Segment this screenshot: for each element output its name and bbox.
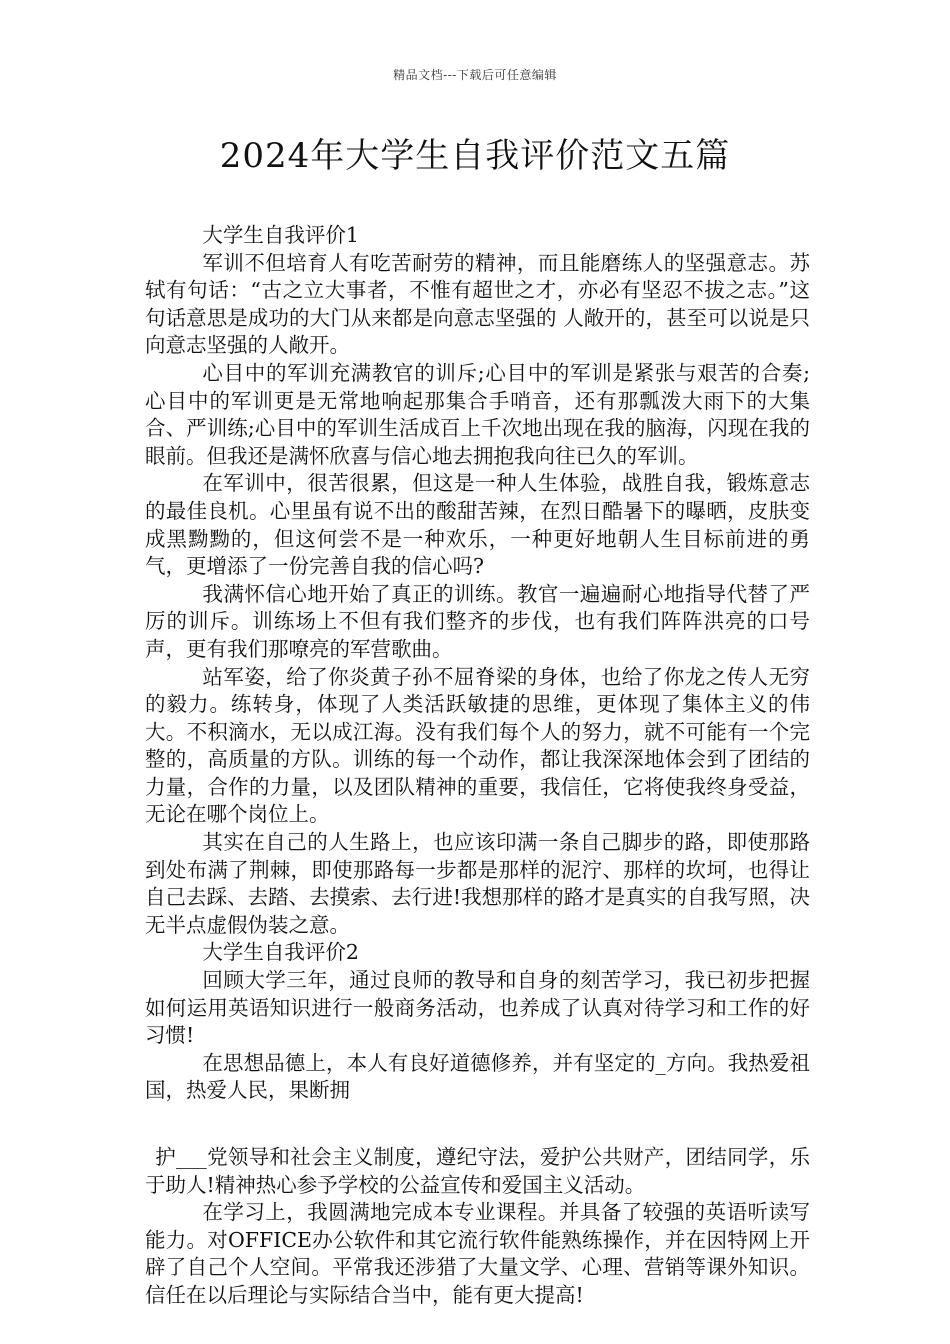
paragraph: 在军训中，很苦很累，但这是一种人生体验，战胜自我，锻炼意志的最佳良机。心里虽有说不出的酸甜苦辣，在烈日酷暑下的曝晒，皮肤变成黑黝黝的，但这何尝不是一种欢乐，一种更好地朝人生目标前进的勇气，更增添了一份完善自我的信心吗? bbox=[145, 471, 810, 579]
paragraph-continuation: 护___党领导和社会主义制度，遵纪守法，爱护公共财产，团结同学，乐于助人!精神热心参予学校的公益宣传和爱国主义活动。 bbox=[145, 1145, 810, 1197]
page-header-note: 精品文档---下载后可任意编辑 bbox=[393, 68, 557, 82]
paragraph: 心目中的军训充满教官的训斥;心目中的军训是紧张与艰苦的合奏;心目中的军训更是无常地响起那集合手哨音，还有那瓢泼大雨下的大集合、严训练;心目中的军训生活成百上千次地出现在我的脑海，闪现在我的眼前。但我还是满怀欣喜与信心地去拥抱我向往已久的军训。 bbox=[145, 360, 810, 468]
page-break-gap bbox=[145, 1105, 810, 1144]
document-body bbox=[145, 222, 810, 1310]
paragraph: 在学习上，我圆满地完成本专业课程。并具备了较强的英语听读写能力。对OFFICE办公软件和其它流行软件能熟练操作，并在因特网上开辟了自己个人空间。平常我还涉猎了大量文学、心理、营销等课外知识。信任在以后理论与实际结合当中，能有更大提高! bbox=[145, 1200, 810, 1307]
paragraph: 其实在自己的人生路上，也应该印满一条自己脚步的路，即使那路到处布满了荆棘，即使那路每一步都是那样的泥泞、那样的坎坷，也得让自己去踩、去踏、去摸索、去行进!我想那样的路才是真实的自我写照，决无半点虚假伪装之意。 bbox=[145, 830, 810, 937]
paragraph: 在思想品德上，本人有良好道德修养，并有坚定的_方向。我热爱祖国，热爱人民，果断拥 bbox=[145, 1050, 810, 1103]
paragraph: 站军姿，给了你炎黄子孙不屈脊梁的身体，也给了你龙之传人无穷的毅力。练转身，体现了人类活跃敏捷的思维，更体现了集体主义的伟大。不积滴水，无以成江海。没有我们每个人的努力，就不可能有一个完整的，高质量的方队。训练的每一个动作，都让我深深地体会到了团结的力量，合作的力量，以及团队精神的重要，我信任，它将使我终身受益，无论在哪个岗位上。 bbox=[145, 664, 810, 827]
paragraph: 回顾大学三年，通过良师的教导和自身的刻苦学习，我已初步把握如何运用英语知识进行一般商务活动，也养成了认真对待学习和工作的好习惯! bbox=[145, 968, 810, 1048]
section-heading-2: 大学生自我评价2 bbox=[202, 940, 359, 965]
document-title: 2024年大学生自我评价范文五篇 bbox=[219, 136, 731, 176]
paragraph: 军训不但培育人有吃苦耐劳的精神，而且能磨练人的坚强意志。苏轼有句话：“古之立大事者，不惟有超世之才，亦必有坚忍不拔之志。”这句话意思是成功的大门从来都是向意志坚强的 人敞开的，甚至可以说是只向意志坚强的人敞开。 bbox=[145, 250, 810, 358]
paragraph: 我满怀信心地开始了真正的训练。教官一遍遍耐心地指导代替了严厉的训斥。训练场上不但有我们整齐的步伐，也有我们阵阵洪亮的口号声，更有我们那嘹亮的军营歌曲。 bbox=[145, 581, 810, 661]
section-heading-1: 大学生自我评价1 bbox=[202, 223, 359, 247]
